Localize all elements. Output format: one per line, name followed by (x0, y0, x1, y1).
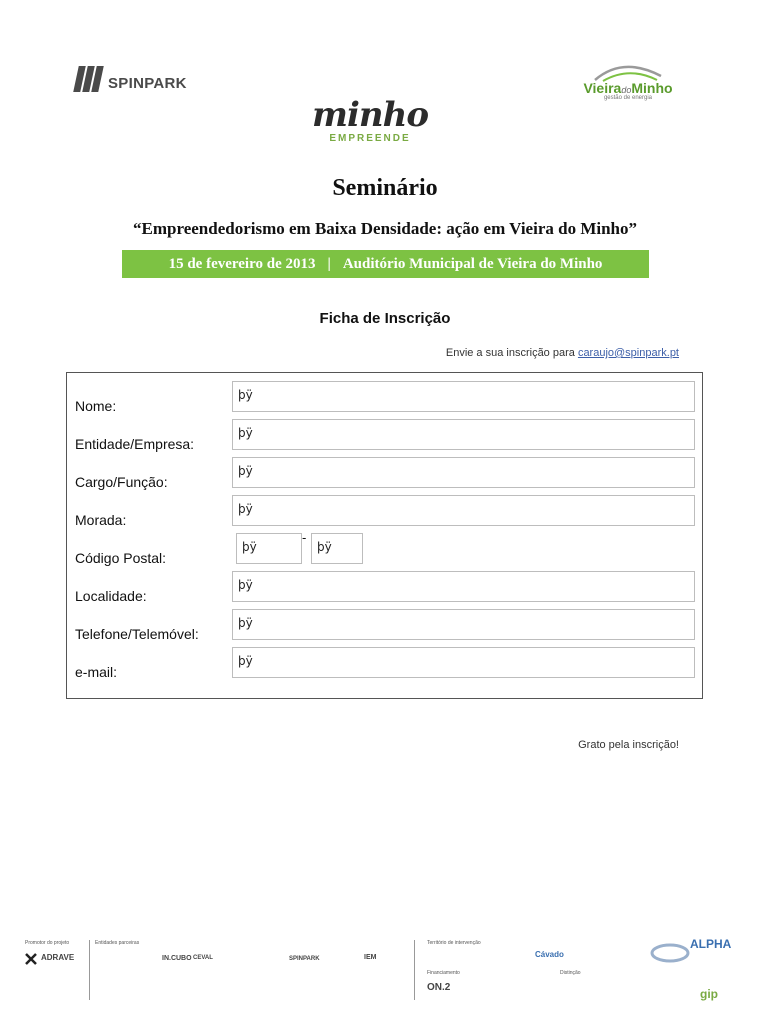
banner-separator: | (327, 255, 331, 272)
cargo-label: Cargo/Função: (75, 474, 168, 490)
spinpark-mark-icon (74, 66, 104, 94)
on2-logo: ON.2 (427, 982, 451, 993)
email-link[interactable]: caraujo@spinpark.pt (577, 347, 679, 359)
footer-divider (89, 940, 90, 1000)
seminar-subtitle: “Empreendedorismo em Baixa Densidade: ação em Vieira do Minho” (133, 219, 637, 238)
thanks-note: Grato pela inscrição! (578, 739, 679, 751)
incubo-logo: IN.CUBO (162, 955, 192, 962)
page-title: Seminário (332, 175, 438, 201)
codigo-postal-label: Código Postal: (75, 550, 167, 566)
spinpark-logo (74, 66, 194, 96)
entidade-label: Entidade/Empresa: (75, 436, 195, 452)
morada-label: Morada: (75, 512, 127, 528)
distincao-label: Distinção (560, 970, 581, 976)
email-label: e-mail: (75, 664, 118, 680)
vieira-do-minho-logo (578, 60, 678, 120)
empreende-label: EMPREENDE (329, 133, 411, 144)
morada-input[interactable]: þÿ (232, 495, 695, 526)
minho-empreende-logo (288, 95, 452, 154)
footer-divider-2 (414, 940, 415, 1000)
localidade-label: Localidade: (75, 588, 147, 604)
minho-wordmark: minho (311, 95, 428, 135)
parceiros-label: Entidades parceiras (95, 940, 140, 946)
gip-logo: gip (700, 987, 718, 1001)
iem-logo: IEM (364, 954, 377, 961)
hills-icon (593, 60, 663, 82)
cargo-input[interactable]: þÿ (232, 457, 695, 488)
form-heading: Ficha de Inscrição (319, 310, 451, 327)
codigo-postal-dash: - (302, 530, 307, 545)
codigo-postal-input-1[interactable]: þÿ (236, 533, 302, 564)
spinpark-wordmark: SPINPARK (108, 75, 187, 92)
event-banner (122, 250, 649, 278)
event-venue: Auditório Municipal de Vieira do Minho (342, 255, 603, 272)
vieira-wordmark: VieiradoMinho (583, 80, 673, 96)
adrave-logo: ADRAVE (41, 953, 75, 962)
telefone-label: Telefone/Telemóvel: (75, 626, 199, 642)
telefone-input[interactable]: þÿ (232, 609, 695, 640)
nome-label: Nome: (75, 398, 117, 414)
localidade-input[interactable]: þÿ (232, 571, 695, 602)
promotor-label: Promotor do projeto (25, 940, 70, 946)
alpha-logo: ALPHA (690, 937, 732, 951)
adrave-icon (25, 952, 37, 964)
vieira-tagline: gestão de energia (603, 95, 653, 101)
cavado-logo: Cávado (535, 950, 564, 959)
footer-logos (0, 935, 770, 1024)
email-input[interactable]: þÿ (232, 647, 695, 678)
ceval-logo: CEVAL (193, 955, 213, 961)
event-date: 15 de fevereiro de 2013 (168, 255, 316, 272)
territorio-label: Território de intervenção (427, 940, 481, 946)
send-instructions (446, 347, 679, 359)
send-text: Envie a sua inscrição para (445, 347, 578, 359)
spinpark-footer-logo: SPINPARK (289, 956, 320, 962)
entidade-input[interactable]: þÿ (232, 419, 695, 450)
alpha-swoosh-icon (650, 941, 690, 965)
nome-input[interactable]: þÿ (232, 381, 695, 412)
financiamento-label: Financiamento (427, 970, 460, 976)
registration-form (66, 372, 703, 699)
codigo-postal-input-2[interactable]: þÿ (311, 533, 363, 564)
